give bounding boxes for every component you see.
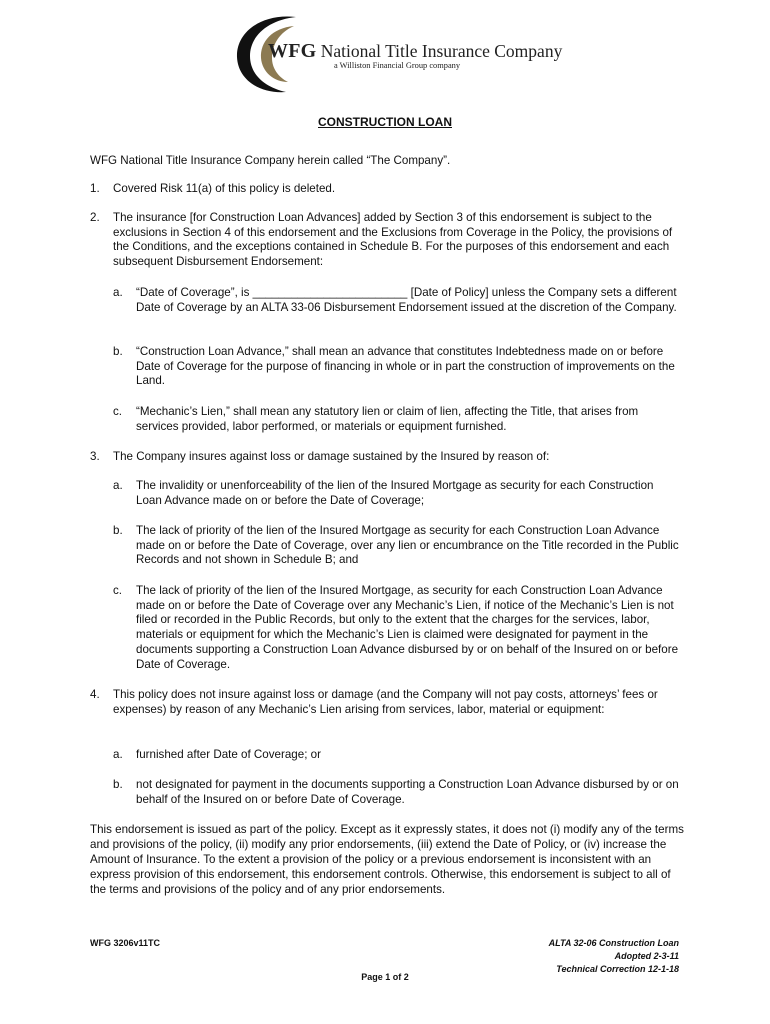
company-name-rest: National Title Insurance Company <box>320 41 563 61</box>
sub-item-text: not designated for payment in the documents supporting a Construction Loan Advance disbursed by or on behalf of the Insured on or before Date of Coverage. <box>136 778 679 806</box>
company-subtitle: a Williston Financial Group company <box>334 61 461 70</box>
page-number: Page 1 of 2 <box>361 972 409 982</box>
company-name <box>268 40 562 63</box>
item-text: The Company insures against loss or damage sustained by the Insured by reason of: <box>113 450 550 463</box>
document-title: CONSTRUCTION LOAN <box>318 115 452 129</box>
sub-item-number: a. <box>113 479 123 492</box>
intro-paragraph: WFG National Title Insurance Company herein called “The Company”. <box>90 154 451 167</box>
sub-item-number: b. <box>113 345 123 358</box>
correction-date: Technical Correction 12-1-18 <box>556 964 679 974</box>
item-text: This policy does not insure against loss or damage (and the Company will not pay costs, attorneys’ fees or expenses) by reason of any Mechanic’s Lien arising from services, labor, material or equipment: <box>113 688 658 716</box>
sub-item-number: a. <box>113 286 123 299</box>
sub-item-text: “Date of Coverage”, is ________________________ [Date of Policy] unless the Company sets a different Date of Coverage by an ALTA 33-06 Disbursement Endorsement issued at the discretion of the Company. <box>136 286 677 314</box>
form-id: WFG 3206v11TC <box>90 938 161 948</box>
form-info <box>549 937 679 976</box>
item-text: The insurance [for Construction Loan Advances] added by Section 3 of this endorsement is subject to the exclusions in Section 4 of this endorsement and the Exclusions from Coverage in the Policy, the provisions of the Conditions, and the exceptions contained in Schedule B. For the purposes of this endorsement and each subsequent Disbursement Endorsement: <box>113 211 673 269</box>
sub-item-text: “Mechanic’s Lien,” shall mean any statutory lien or claim of lien, affecting the Title, that arises from services provided, labor performed, or materials or equipment furnished. <box>136 405 639 433</box>
adopted-date: Adopted 2-3-11 <box>614 951 679 961</box>
form-name: ALTA 32-06 Construction Loan <box>548 938 679 948</box>
item-number: 1. <box>90 182 100 195</box>
sub-item-number: b. <box>113 524 123 537</box>
sub-item-text: The invalidity or unenforceability of the lien of the Insured Mortgage as security for each Construction Loan Advance made on or before the Date of Coverage; <box>136 479 654 507</box>
sub-item-number: a. <box>113 748 123 761</box>
item-text: Covered Risk 11(a) of this policy is deleted. <box>113 182 336 195</box>
sub-item-number: c. <box>113 405 123 418</box>
item-number: 2. <box>90 211 100 224</box>
sub-item-number: c. <box>113 584 123 597</box>
sub-item-text: “Construction Loan Advance,” shall mean an advance that constitutes Indebtedness made on or before Date of Coverage for the purpose of financing in whole or in part the construction of improvements on the Land. <box>136 345 675 388</box>
sub-item-text: The lack of priority of the lien of the Insured Mortgage as security for each Construction Loan Advance made on or before the Date of Coverage, over any lien or encumbrance on the Title recorded in the Public Records and not shown in Schedule B; and <box>136 524 679 567</box>
item-number: 4. <box>90 688 100 701</box>
closing-paragraph: This endorsement is issued as part of the policy. Except as it expressly states, it does not (i) modify any of the terms and provisions of the policy, (ii) modify any prior endorsements, (iii) extend the Date of Policy, or (iv) increase the Amount of Insurance. To the extent a provision of the policy or a previous endorsement is inconsistent with an express provision of this endorsement, this endorsement controls. Otherwise, this endorsement is subject to all of the terms and provisions of the policy and of any prior endorsements. <box>90 823 684 896</box>
sub-item-text: The lack of priority of the lien of the Insured Mortgage, as security for each Construction Loan Advance made on or before the Date of Coverage over any Mechanic’s Lien, if notice of the Mechanic’s Lien is not filed or recorded in the Public Records, but only to the extent that the charges for the services, labor, materials or equipment for which the Mechanic’s Lien is claimed were designated for payment in the documents supporting a Construction Loan Advance disbursed by or on behalf of the Insured on or before Date of Coverage. <box>136 584 679 671</box>
sub-item-number: b. <box>113 778 123 791</box>
item-number: 3. <box>90 450 100 463</box>
sub-item-text: furnished after Date of Coverage; or <box>136 748 321 761</box>
company-abbr: WFG <box>268 40 317 62</box>
